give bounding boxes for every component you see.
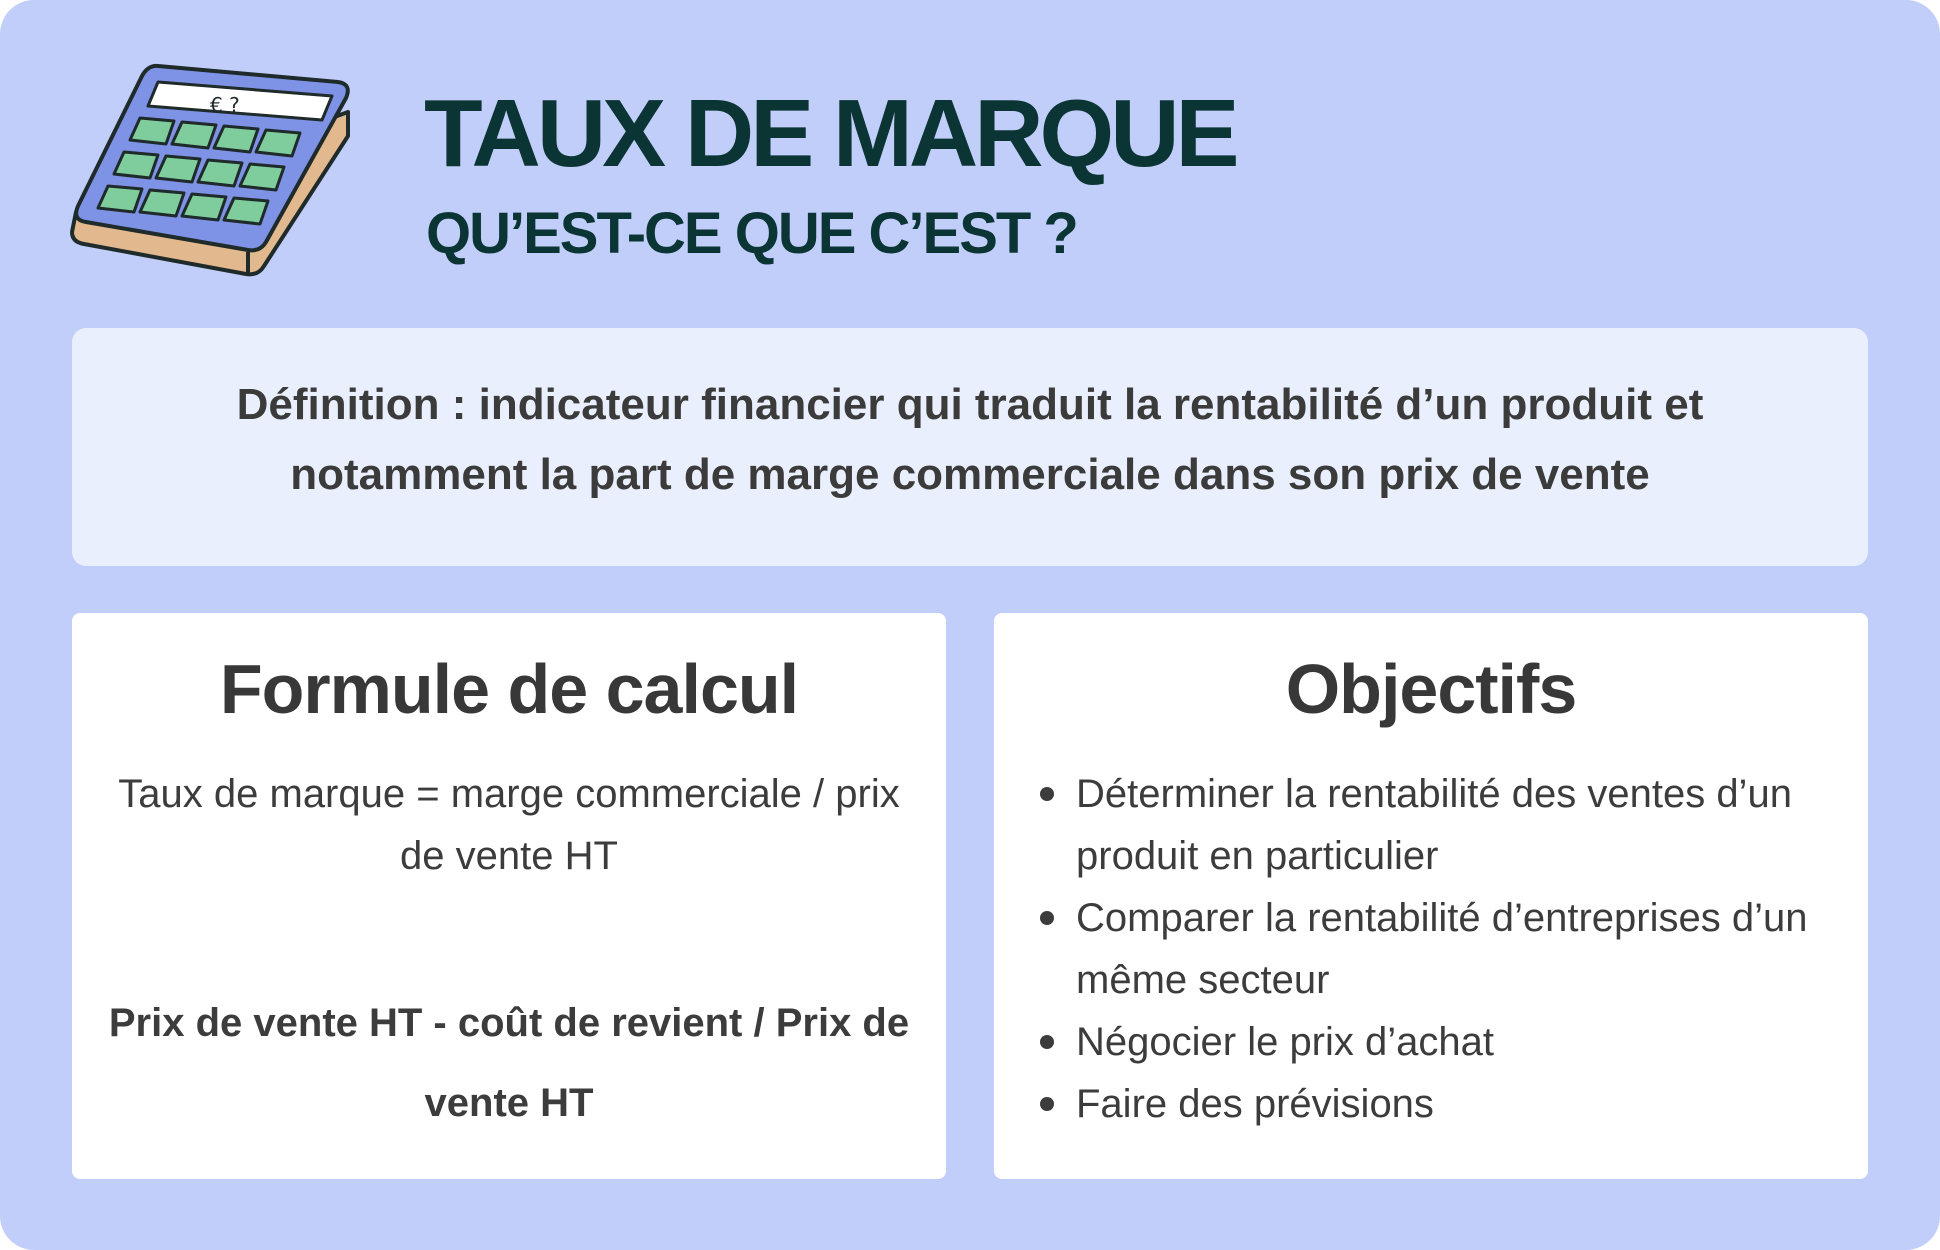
page-title: TAUX DE MARQUE — [424, 80, 1236, 187]
definition-text: Définition : indicateur financier qui traduit la rentabilité d’un produit et notamment la part de marge commerciale dans son prix de vente — [236, 380, 1704, 499]
bullet-icon — [1040, 1035, 1054, 1049]
formula-title: Formule de calcul — [219, 650, 799, 728]
objectives-list — [1040, 763, 1848, 1135]
objective-text: Déterminer la rentabilité des ventes d’un produit en particulier — [1076, 772, 1792, 878]
objective-text: Négocier le prix d’achat — [1076, 1020, 1494, 1064]
objectives-title: Objectifs — [1285, 650, 1577, 728]
objective-text: Faire des prévisions — [1076, 1082, 1434, 1126]
bullet-icon — [1040, 1097, 1054, 1111]
calculator-display: € ? — [210, 93, 240, 117]
list-item — [1040, 1011, 1848, 1073]
formula-text: Taux de marque = marge commerciale / prix de vente HT — [118, 772, 900, 878]
objective-text: Comparer la rentabilité d’entreprises d’un même secteur — [1076, 896, 1808, 1002]
bullet-icon — [1040, 911, 1054, 925]
objectives-panel — [994, 613, 1868, 1179]
definition-box — [72, 328, 1868, 566]
bullet-icon — [1040, 787, 1054, 801]
page-subtitle: QU’EST-CE QUE C’EST ? — [426, 201, 1077, 266]
formula-panel — [72, 613, 946, 1179]
calculator-icon — [66, 62, 366, 292]
formula-bold-text: Prix de vente HT - coût de revient / Prix de vente HT — [108, 1001, 910, 1125]
list-item — [1040, 763, 1848, 887]
list-item — [1040, 887, 1848, 1011]
list-item — [1040, 1073, 1848, 1135]
